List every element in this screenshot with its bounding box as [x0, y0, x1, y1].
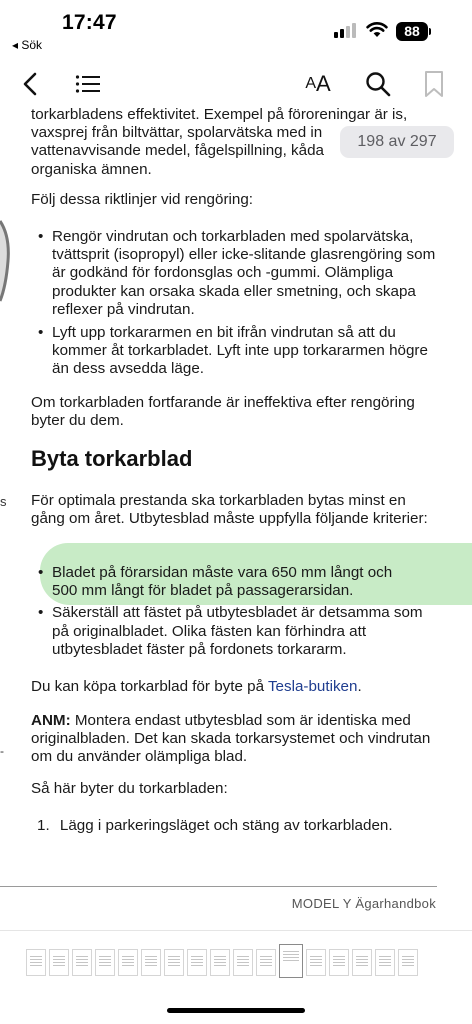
- intro-line: organiska ämnen.: [31, 160, 152, 178]
- reader-toolbar: [0, 60, 472, 108]
- intro-line: vaxsprej från biltvättar, spolarvätska med in: [31, 124, 323, 142]
- step-text: Lägg i parkeringsläget och stäng av torkarbladen.: [59, 817, 393, 834]
- page-thumbnail[interactable]: [72, 949, 92, 976]
- previous-page-text-edge-dash: -: [0, 744, 4, 758]
- section-heading: Byta torkarblad: [31, 446, 193, 471]
- font-size-button[interactable]: [298, 68, 338, 100]
- note-paragraph: [31, 712, 441, 767]
- list-item: • Säkerställ att fästet på utbytesbladet är detsamma som på originalbladet. Olika fästen kan förhindra att utbytesbladet fäster på fordonets torkararm.: [31, 604, 441, 659]
- page-thumbnail[interactable]: [375, 949, 395, 976]
- battery-icon: 88: [396, 22, 428, 41]
- back-to-search-link[interactable]: ◂ Sök: [12, 38, 43, 52]
- paragraph-guidelines: Följ dessa riktlinjer vid rengöring:: [31, 191, 253, 208]
- note-text: Montera endast utbytesblad som är identiska med originalbladen. Det kan skada torkarsystemet och vindrutan om du använder olämpliga blad.: [31, 712, 431, 766]
- page-thumbnail[interactable]: [95, 949, 115, 976]
- page-thumbnail[interactable]: [210, 949, 230, 976]
- paragraph-buy: [31, 678, 441, 696]
- step-number: 1.: [37, 817, 50, 834]
- intro-line: torkarbladens effektivitet. Exempel på föroreningar är is,: [31, 106, 408, 123]
- page-thumbnail[interactable]: [233, 949, 253, 976]
- book-page[interactable]: [0, 106, 472, 926]
- previous-page-text-edge: s: [0, 494, 7, 509]
- list-item: • Lyft upp torkararmen en bit ifrån vindrutan så att du kommer åt torkarbladet. Lyft inte upp torkararmen högre än dess avsedda läge.: [31, 324, 441, 379]
- footer-divider: [0, 886, 437, 887]
- page-thumbnail[interactable]: [306, 949, 326, 976]
- page-thumbnail[interactable]: [118, 949, 138, 976]
- page-thumbnail[interactable]: [164, 949, 184, 976]
- page-footer: MODEL Y Ägarhandbok: [291, 896, 436, 911]
- current-page-thumbnail[interactable]: [279, 944, 303, 978]
- note-label: ANM:: [31, 712, 71, 729]
- step-list: [37, 817, 447, 835]
- font-big-label: A: [315, 71, 331, 96]
- page-thumbnail[interactable]: [187, 949, 207, 976]
- font-small-label: A: [305, 75, 316, 92]
- status-bar: [0, 0, 472, 58]
- intro-line: vattenavvisande medel, fågelspillning, kåda: [31, 142, 324, 160]
- page-thumbnail[interactable]: [398, 949, 418, 976]
- paragraph-ineffective: Om torkarbladen fortfarande är ineffektiva efter rengöring byter du dem.: [31, 394, 415, 430]
- previous-page-image-edge: [0, 216, 12, 306]
- tesla-shop-link[interactable]: Tesla-butiken: [267, 678, 358, 695]
- paragraph-performance: För optimala prestanda ska torkarbladen bytas minst en gång om året. Utbytesblad måste uppfylla följande kriterier:: [31, 492, 428, 528]
- chevron-left-icon[interactable]: [14, 68, 46, 100]
- buy-text: Du kan köpa torkarblad för byte på: [31, 678, 268, 695]
- paragraph-how: Så här byter du torkarbladen:: [31, 780, 228, 797]
- battery-tip: [429, 28, 431, 35]
- list-item: • Bladet på förarsidan måste vara 650 mm långt och 500 mm långt för bladet på passagerarsidan.: [31, 564, 403, 600]
- page-thumbnail[interactable]: [256, 949, 276, 976]
- bookmark-icon[interactable]: [418, 68, 450, 100]
- thumbnail-list: [26, 949, 418, 979]
- page-thumbnail[interactable]: [329, 949, 349, 976]
- list-item: • Rengör vindrutan och torkarbladen med spolarvätska, tvättsprit (isopropyl) eller icke-slitande glasrengöring som är godkänd för fordonsglas och -gummi. Olämpliga produkter kan orsaka skada eller smetning, och skapa reflexer på vindrutan.: [31, 228, 441, 319]
- criteria-bullet-list: [31, 564, 441, 659]
- signal-icon: [334, 22, 358, 38]
- page-thumbnail-scrubber[interactable]: [0, 930, 472, 992]
- buy-text-end: .: [357, 678, 362, 695]
- page-thumbnail[interactable]: [26, 949, 46, 976]
- list-icon[interactable]: [72, 68, 104, 100]
- home-indicator[interactable]: [167, 1008, 305, 1013]
- status-time: 17:47: [62, 11, 117, 34]
- page-counter-badge: 198 av 297: [340, 126, 454, 158]
- page-thumbnail[interactable]: [352, 949, 372, 976]
- wifi-icon: [366, 20, 388, 38]
- search-icon[interactable]: [362, 68, 394, 100]
- page-thumbnail[interactable]: [141, 949, 161, 976]
- page-thumbnail[interactable]: [49, 949, 69, 976]
- cleaning-bullet-list: [31, 228, 441, 379]
